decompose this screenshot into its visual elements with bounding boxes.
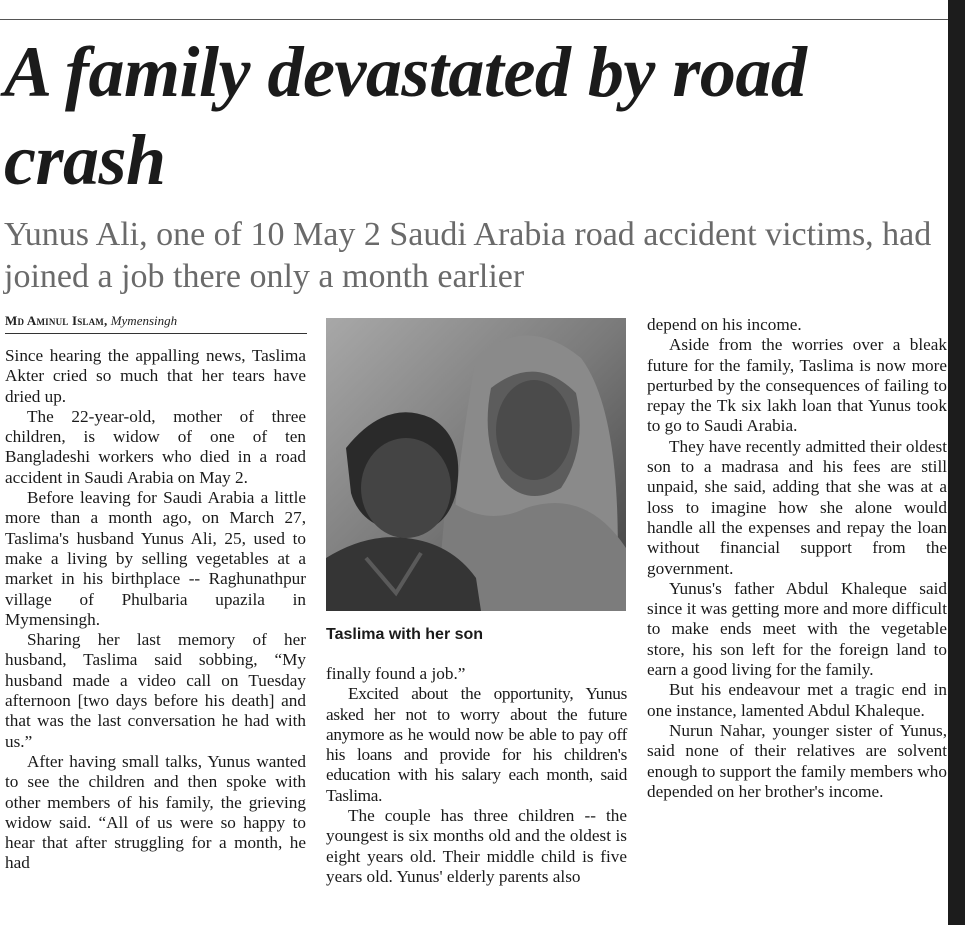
page-edge-shadow: [948, 0, 965, 925]
byline-author: Md Aminul Islam,: [5, 313, 108, 328]
byline-rule: [5, 333, 307, 334]
paragraph: Sharing her last memory of her husband, Taslima said sobbing, “My husband made a video call on Tuesday afternoon [two days before his death] and that was the last conversation he had with us.”: [5, 630, 306, 751]
paragraph: depend on his income.: [647, 315, 802, 334]
paragraph: They have recently admitted their oldest son to a madrasa and his fees are still unpaid, she said, adding that she was at a loss to imagine how she alone would handle all the expenses and repay the loan without financial support from the government.: [647, 436, 947, 578]
paragraph: Yunus's father Abdul Khaleque said since it was getting more and more difficult to make ends meet with the vegetable store, his son left for the foreign land to earn a good living for the family.: [647, 578, 947, 680]
paragraph: The couple has three children -- the youngest is six months old and the oldest is eight years old. Their middle child is five years old. Yunus' elderly parents also: [326, 806, 627, 886]
article-column-1: [5, 346, 306, 874]
photo-caption: Taslima with her son: [326, 626, 484, 643]
paragraph: Nurun Nahar, younger sister of Yunus, said none of their relatives are solvent enough to support the family members who depended on her brother's income.: [647, 720, 947, 801]
paragraph: Since hearing the appalling news, Taslima Akter cried so much that her tears have dried up.: [5, 346, 306, 406]
article-photo: [326, 318, 626, 611]
paragraph: After having small talks, Yunus wanted to see the children and then spoke with other members of his family, the grieving widow said. “All of us were so happy to hear that after struggling for a month, he had: [5, 751, 306, 873]
paragraph: Before leaving for Saudi Arabia a little more than a month ago, on March 27, Taslima's husband Yunus Ali, 25, used to make a living by selling vegetables at a market in his birthplace -- Raghunathpur village of Phulbaria upazila in Mymensingh.: [5, 488, 306, 629]
paragraph: Aside from the worries over a bleak future for the family, Taslima is now more perturbed by the consequences of failing to repay the Tk six lakh loan that Yunus took to go to Saudi Arabia.: [647, 335, 947, 436]
paragraph: Excited about the opportunity, Yunus asked her not to worry about the future anymore as he would now be able to pay off his loans and provide for his children's education with his salary each month, said Taslima.: [326, 684, 627, 805]
headline: A family devastated by road crash: [4, 32, 807, 200]
paragraph: But his endeavour met a tragic end in one instance, lamented Abdul Khaleque.: [647, 680, 947, 720]
article-column-3: [647, 315, 947, 802]
subheadline: Yunus Ali, one of 10 May 2 Saudi Arabia road accident victims, had joined a job there only a month earlier: [4, 216, 932, 295]
paragraph: The 22-year-old, mother of three children, is widow of one of ten Bangladeshi workers who died in a road accident in Saudi Arabia on May 2.: [5, 406, 306, 487]
top-rule: [0, 19, 948, 20]
byline-location: Mymensingh: [110, 313, 178, 328]
photo-mother-and-son: [326, 318, 626, 611]
article-column-2: [326, 664, 627, 887]
byline: [5, 312, 325, 330]
paragraph: finally found a job.”: [326, 664, 466, 683]
